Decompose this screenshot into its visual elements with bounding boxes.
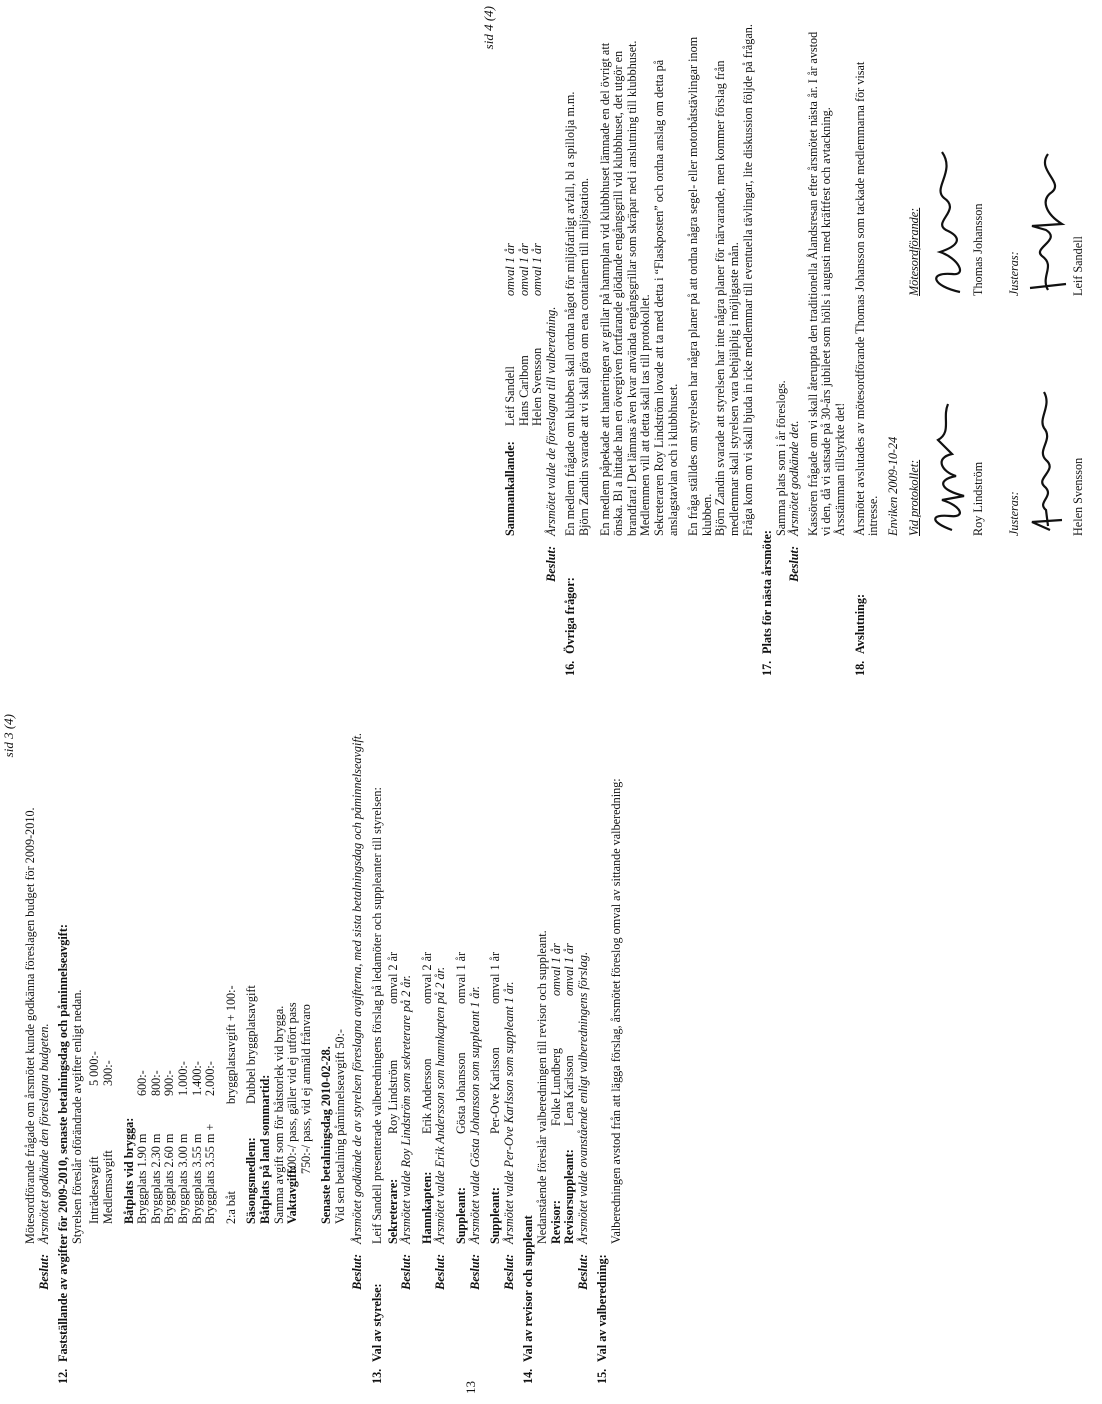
chair-signature-scribble <box>922 146 972 296</box>
section-17-paras: Kassören frågade om vi skall återuppta den traditionella Ålandsresan efter årsmötet nästa år. I år avstod vi den, då vi satsade på 30-års jubileet som hölls i augusti med kräftfest och avtackning. Årsstämman tillstyrkte det! <box>805 31 848 536</box>
section-14: 14. Val av revisor och suppleant <box>521 1215 536 1384</box>
section-14-text: Nedanstående föreslår valberedningen till revisor och suppleant. <box>535 930 549 1244</box>
section-16-paras: Björn Zandin svarade att vi skall göra om ena containern till miljöstation. En medlem påpekade att hanteringen av grillar på hamnplan vid klubbhuset lämnade en del övrigt att önska. Bl a hittade han en övergiven fortfarande glödande engångsgrill vid klubbhuset, det utgör en brandfara! Det lämnas även kvar använda engångsgrillar som skräpar ned i anslutning till klubbhuset. Medlemmen vill att detta skall tas till protokollet. Sekreteraren Roy Lindström lovade att ta med detta i “Flaskposten” och ordna anslag om detta på anslagstavlan och i klubbhuset. En fråga ställdes om styrelsen har några planer på att ordna några segel- eller motorbåtstävlingar inom klubben. Björn Zandin svarade att styrelsen har inte några planer för närvarande, men kommer förslag från medlemmar skall styrelsen vara behjälplig i möjligaste mån. Fråga kom om vi skall bjuda in icke medlemmar till eventuella tävlingar, lite diskussion följde på frågan. <box>576 24 755 536</box>
page-label: sid 3 (4) <box>1 714 16 758</box>
left-page-content <box>0 708 623 1404</box>
right-page <box>480 0 1086 700</box>
right-page-content <box>480 0 1086 696</box>
signature-row-1 <box>908 20 1002 536</box>
section-13-text: Leif Sandell presenterade valberedningens förslag på ledamöter och suppleanter till styrelsen: <box>370 787 385 1244</box>
role-sekreterare: Sekreterare: Roy Lindström omval 2 år <box>385 951 400 1244</box>
page-label: sid 4 (4) <box>481 6 496 50</box>
role-suppleant-1: Suppleant: Gösta Johansson omval 1 år <box>454 951 469 1244</box>
section-12-decision: Beslut: Årsmötet godkände de av styrelsen föreslagna avgifterna, med sista betalningsdag och påminnelseavgift. <box>350 732 365 1290</box>
section-15: 15. Val av valberedning: <box>595 1254 610 1384</box>
intro-decision: Beslut: Årsmötet godkände den föreslagna budgeten. <box>36 1023 51 1290</box>
section-12: 12. Fastställande av avgifter för 2009-2010, senaste betalningsdag och påminnelseavgift: <box>56 924 71 1384</box>
justifier-2-signature-scribble <box>1022 146 1072 296</box>
role-suppleant-1-decision: Beslut: Årsmötet valde Gösta Johansson som suppleant 1 år. <box>467 986 482 1290</box>
protocol-signature-scribble <box>922 386 972 536</box>
role-hamnkapten-decision: Beslut: Årsmötet valde Erik Andersson som hamnkapten på 2 år. <box>433 966 448 1290</box>
deadline-heading: Senaste betalningsdag 2010-02-28. <box>319 1046 334 1224</box>
footer-page-number: 13 <box>463 1381 478 1394</box>
role-suppleant-2: Suppleant: Per-Ove Karlsson omval 1 år <box>488 951 503 1244</box>
section-15-text: Valberedningen avstod från att lägga förslag, årsmötet föreslog omval av sittande valberedning: <box>608 778 623 1244</box>
role-suppleant-2-decision: Beslut: Årsmötet valde Per-Ove Karlsson som suppleant 1 år. <box>501 981 516 1290</box>
left-page <box>0 708 623 1404</box>
place-date: Enviken 2009-10-24 <box>885 436 900 536</box>
role-hamnkapten: Hamnkapten: Erik Andersson omval 2 år <box>419 951 434 1244</box>
section-12-text: Styrelsen föreslår oförändrade avgifter enligt nedan. <box>69 989 84 1244</box>
season-row: Säsongsmedlem: Dubbel bryggplatsavgift <box>244 985 259 1224</box>
land-heading: Båtplats på land sommartid: <box>257 1074 272 1224</box>
brygga-table: Bryggplats 1.90 m 600:- Bryggplats 2.30 m 800:- Bryggplats 2.60 m 900:- Bryggplats 3.00 m 1.000:- Bryggplats 3.55 m 1.400:- Bryggplats 3.55 m + 2.000:- <box>135 1061 218 1224</box>
brygga-heading: Båtplats vid brygga: <box>121 1117 136 1224</box>
intro-text: Mötesordförande frågade om årsmötet kunde godkänna föreslagen budget för 2009-2010. <box>23 807 37 1244</box>
justifier-1-signature: Justeras: Helen Svensson <box>1008 386 1085 536</box>
chair-signature: Mötesordförande: Thomas Johansson <box>908 146 985 296</box>
fee-list <box>88 728 347 1224</box>
justifier-1-signature-scribble <box>1022 386 1072 536</box>
conveners: Sammankallande: Leif Sandell omval 1 år Hans Carlbom omval 1 år Helen Svensson omval 1 år <box>503 243 545 536</box>
auditor-list: Revisor: Folke Lundberg omval 1 år Revisorsuppleant: Lena Karlsson omval 1 år <box>548 943 577 1244</box>
land-text: Samma avgift som för båtstorlek vid brygga. <box>271 1005 286 1224</box>
section-16: 16. Övriga frågor: En medlem frågade om klubben skall ordna något för miljöfarligt avfall, bl a spillolja m.m. <box>563 91 578 676</box>
section-13: 13. Val av styrelse: Leif Sandell presenterade valberedningens förslag på ledamöter och suppleanter till styrelsen: <box>370 787 385 1384</box>
section-14-decision: Beslut: Årsmötet valde ovanstående enligt valberedningens förslag. <box>575 952 590 1290</box>
signature-row-2 <box>1008 20 1102 536</box>
conveners-decision: Beslut: Årsmötet valde de föreslagna till valberedning. <box>543 306 558 582</box>
section-17: 17. Plats för nästa årsmöte: <box>760 530 775 676</box>
section-17-text: Samma plats som i år föreslogs. <box>773 380 788 536</box>
protocol-signature: Vid protokollet: Roy Lindström <box>908 386 985 536</box>
section-17-decision: Beslut: Årsmötet godkände det. <box>787 420 802 582</box>
fee-table: Inträdesavgift 5 000:- Medlemsavgift 300:- <box>87 1051 115 1224</box>
vakt-row: Vaktavgift: 500:-/ pass, gäller vid ej utfört pass 750:-/ pass, vid ej anmäld frånvaro <box>285 1002 313 1224</box>
justifier-2-signature: Justeras: Leif Sandell <box>1008 146 1085 296</box>
second-boat-row: 2:a båt bryggplatsavgift + 100:- <box>223 985 238 1224</box>
section-18: 18. Avslutning: Årsmötet avslutades av mötesordförande Thomas Johansson som tackade medlemmarna för visat intresse. <box>852 61 881 676</box>
role-sekreterare-decision: Beslut: Årsmötet valde Roy Lindström som sekreterare på 2 år. <box>399 975 414 1290</box>
reminder-text: Vid sen betalning påminnelseavgift 50:- <box>332 1029 347 1224</box>
